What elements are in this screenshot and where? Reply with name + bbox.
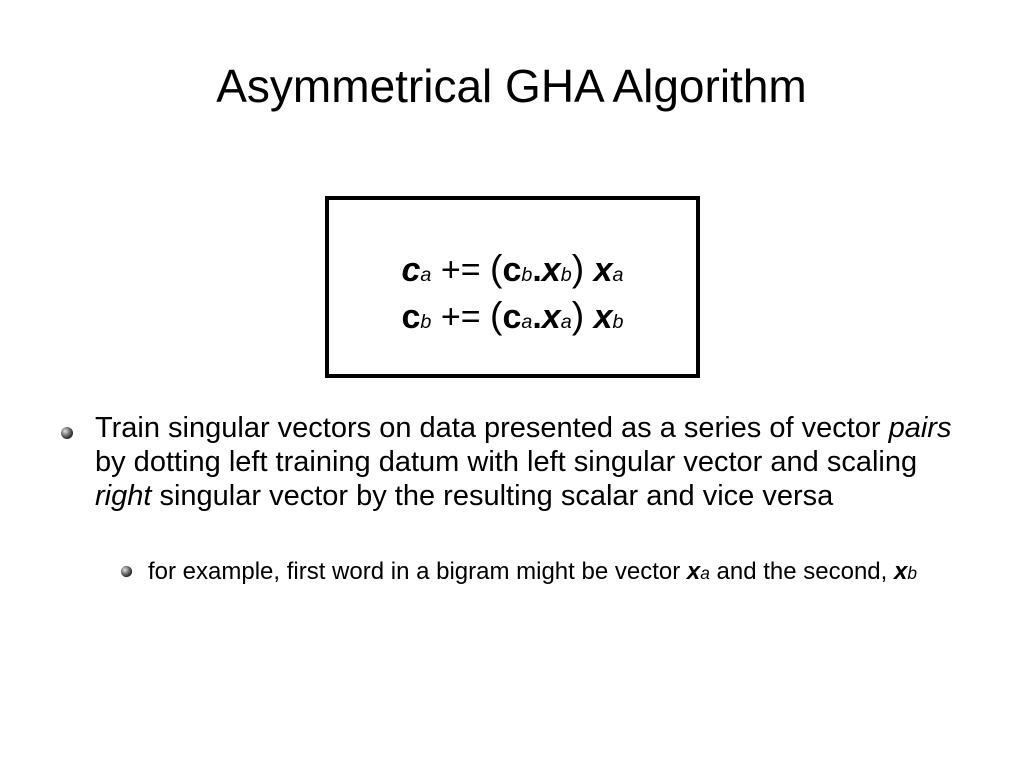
eq2-open: ( <box>490 294 503 336</box>
bullet-sub-part2: and the second, <box>709 558 894 585</box>
eq2-close: ) <box>571 294 585 336</box>
equation-line-1 <box>329 248 696 295</box>
eq1-op: += <box>431 251 490 289</box>
bullet-sub-var1: x <box>686 558 701 585</box>
eq2-lhs: c <box>401 298 421 336</box>
eq2-dot: . <box>532 298 542 336</box>
eq2-x: x <box>541 298 561 336</box>
bullet-sub-var1-sub: a <box>700 563 710 583</box>
eq2-x2-sub: b <box>612 311 624 333</box>
bullet-main-emph1: pairs <box>888 412 952 444</box>
bullet-main-part1: Train singular vectors on data presented as a series of vector <box>95 412 889 444</box>
bullet-main-part2: by dotting left training datum with left singular vector and scaling <box>95 446 918 478</box>
eq2-x2: x <box>593 298 613 336</box>
eq2-op: += <box>431 298 490 336</box>
eq2-c: c <box>502 298 522 336</box>
eq1-close: ) <box>571 247 585 289</box>
sphere-bullet-icon <box>60 426 74 445</box>
sphere-bullet-icon <box>120 565 133 583</box>
eq1-c: c <box>502 251 522 289</box>
eq1-x-sub: b <box>560 264 572 286</box>
bullet-sub-part1: for example, first word in a bigram might be vector <box>148 558 687 585</box>
bullet-sub-var2: x <box>893 558 908 585</box>
equation-lines <box>329 248 696 342</box>
eq2-lhs-sub: b <box>420 311 432 333</box>
eq2-x-sub: a <box>560 311 572 333</box>
equation-box <box>325 196 700 378</box>
eq1-x: x <box>541 251 561 289</box>
eq1-lhs: c <box>401 251 421 289</box>
slide-title: Asymmetrical GHA Algorithm <box>216 60 807 112</box>
eq1-dot: . <box>532 251 542 289</box>
bullet-main-part3: singular vector by the resulting scalar and vice versa <box>151 480 834 512</box>
eq1-c-sub: b <box>521 264 533 286</box>
eq2-c-sub: a <box>521 311 533 333</box>
eq1-lhs-sub: a <box>420 264 432 286</box>
bullet-sub <box>148 557 968 588</box>
eq1-x2: x <box>593 251 613 289</box>
eq1-x2-sub: a <box>612 264 624 286</box>
bullet-main-emph2: right <box>95 480 152 512</box>
bullet-main <box>95 411 975 513</box>
eq1-open: ( <box>490 247 503 289</box>
bullet-sub-var2-sub: b <box>907 563 917 583</box>
equation-line-2 <box>329 295 696 342</box>
